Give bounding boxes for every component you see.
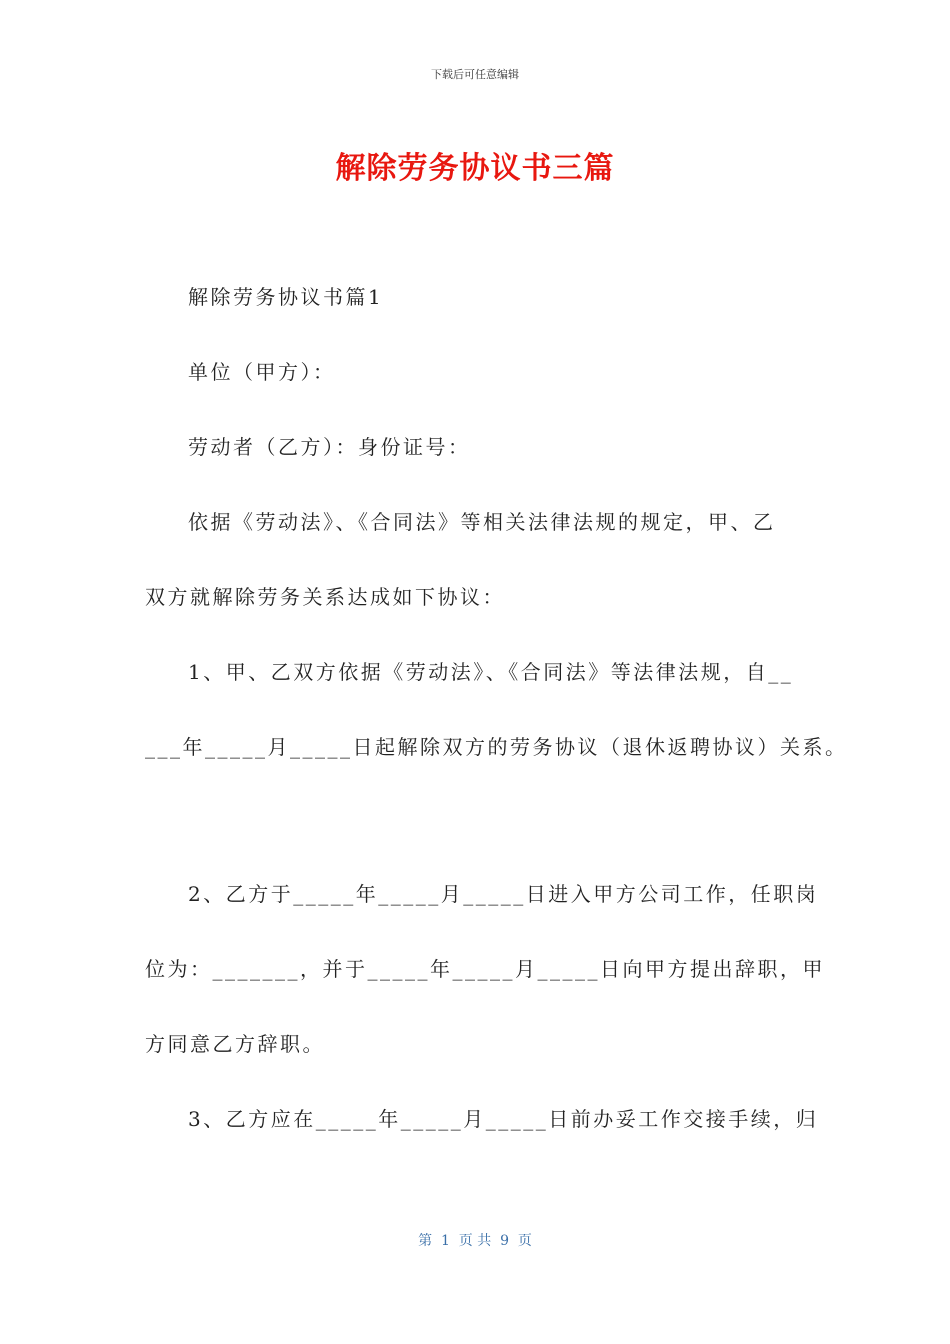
clause-line: 2、乙方于_____年_____月_____日进入甲方公司工作，任职岗 bbox=[188, 882, 819, 906]
page-number-footer: 第 1 页 共 9 页 bbox=[418, 1233, 532, 1249]
clause-line: 位为：_______，并于_____年_____月_____日向甲方提出辞职，甲 bbox=[145, 957, 825, 981]
clause-line: 1、甲、乙双方依据《劳动法》、《合同法》等法律法规，自__ bbox=[188, 660, 794, 684]
paragraph-line: 依据《劳动法》、《合同法》等相关法律法规的规定，甲、乙 bbox=[188, 510, 776, 534]
clause-line: ___年_____月_____日起解除双方的劳务协议（退休返聘协议）关系。 bbox=[145, 735, 848, 759]
party-b-line: 劳动者（乙方）：身份证号： bbox=[188, 435, 471, 459]
clause-line: 3、乙方应在_____年_____月_____日前办妥工作交接手续，归 bbox=[188, 1107, 819, 1131]
paragraph-line: 双方就解除劳务关系达成如下协议： bbox=[145, 585, 505, 609]
party-a-line: 单位（甲方）： bbox=[188, 360, 336, 384]
section-heading: 解除劳务协议书篇1 bbox=[188, 285, 384, 309]
header-note: 下载后可任意编辑 bbox=[431, 68, 519, 81]
clause-line: 方同意乙方辞职。 bbox=[145, 1032, 325, 1056]
document-title: 解除劳务协议书三篇 bbox=[335, 151, 615, 186]
